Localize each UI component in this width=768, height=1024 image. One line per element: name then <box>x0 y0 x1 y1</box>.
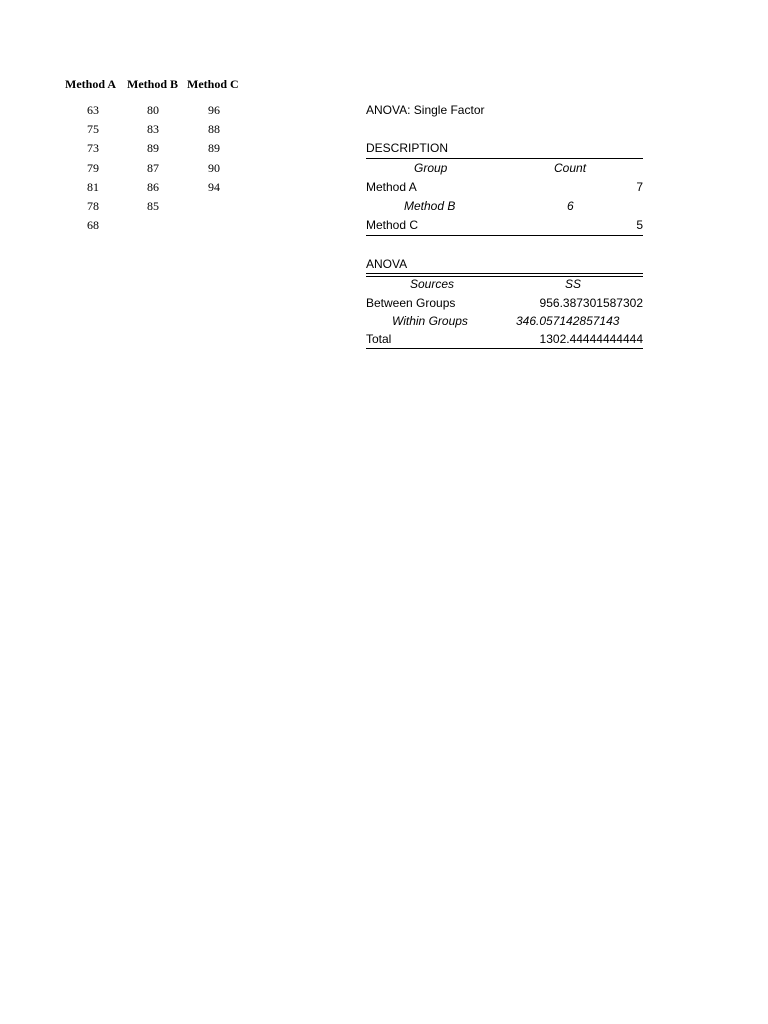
anova-label: ANOVA <box>366 257 408 271</box>
description-table <box>366 159 643 235</box>
data-cell: 81 <box>87 180 99 194</box>
table-row <box>366 216 643 235</box>
group-name: Method C <box>366 218 419 232</box>
table-row <box>366 197 643 216</box>
data-cell: 90 <box>208 161 220 175</box>
count-header: Count <box>554 161 587 175</box>
column-header-method-a: Method A <box>65 77 116 91</box>
double-rule-top <box>366 273 643 274</box>
group-name: Method A <box>366 180 417 194</box>
column-header-method-b: Method B <box>127 77 178 91</box>
table-row <box>366 178 643 197</box>
anova-title: ANOVA: Single Factor <box>366 103 485 117</box>
divider <box>366 348 643 349</box>
sources-header: Sources <box>410 277 455 291</box>
table-row <box>366 330 643 348</box>
data-cell: 73 <box>87 141 99 155</box>
ss-value: 346.057142857143 <box>516 314 620 328</box>
data-cell: 94 <box>208 180 220 194</box>
data-cell: 83 <box>147 122 159 136</box>
ss-value: 956.387301587302 <box>539 296 643 310</box>
data-cell: 63 <box>87 103 99 117</box>
data-cell: 86 <box>147 180 159 194</box>
table-row <box>366 294 643 312</box>
table-header-row <box>366 159 643 178</box>
data-cell: 78 <box>87 199 99 213</box>
data-cell: 89 <box>208 141 220 155</box>
divider <box>366 235 643 236</box>
group-count: 5 <box>636 218 643 232</box>
source-name: Between Groups <box>366 296 456 310</box>
group-header: Group <box>414 161 448 175</box>
table-row <box>366 312 643 330</box>
column-header-method-c: Method C <box>187 77 239 91</box>
data-cell: 79 <box>87 161 99 175</box>
data-cell: 87 <box>147 161 159 175</box>
group-count: 6 <box>567 199 574 213</box>
group-count: 7 <box>636 180 643 194</box>
table-header-row <box>366 275 643 294</box>
data-cell: 88 <box>208 122 220 136</box>
data-cell: 75 <box>87 122 99 136</box>
data-cell: 80 <box>147 103 159 117</box>
anova-table <box>366 275 643 348</box>
description-label: DESCRIPTION <box>366 141 449 155</box>
data-cell: 96 <box>208 103 220 117</box>
data-cell: 85 <box>147 199 159 213</box>
ss-value: 1302.44444444444 <box>539 332 643 346</box>
ss-header: SS <box>565 277 582 291</box>
group-name: Method B <box>404 199 456 213</box>
data-cell: 89 <box>147 141 159 155</box>
data-cell: 68 <box>87 218 99 232</box>
source-name: Within Groups <box>392 314 468 328</box>
source-name: Total <box>366 332 392 346</box>
